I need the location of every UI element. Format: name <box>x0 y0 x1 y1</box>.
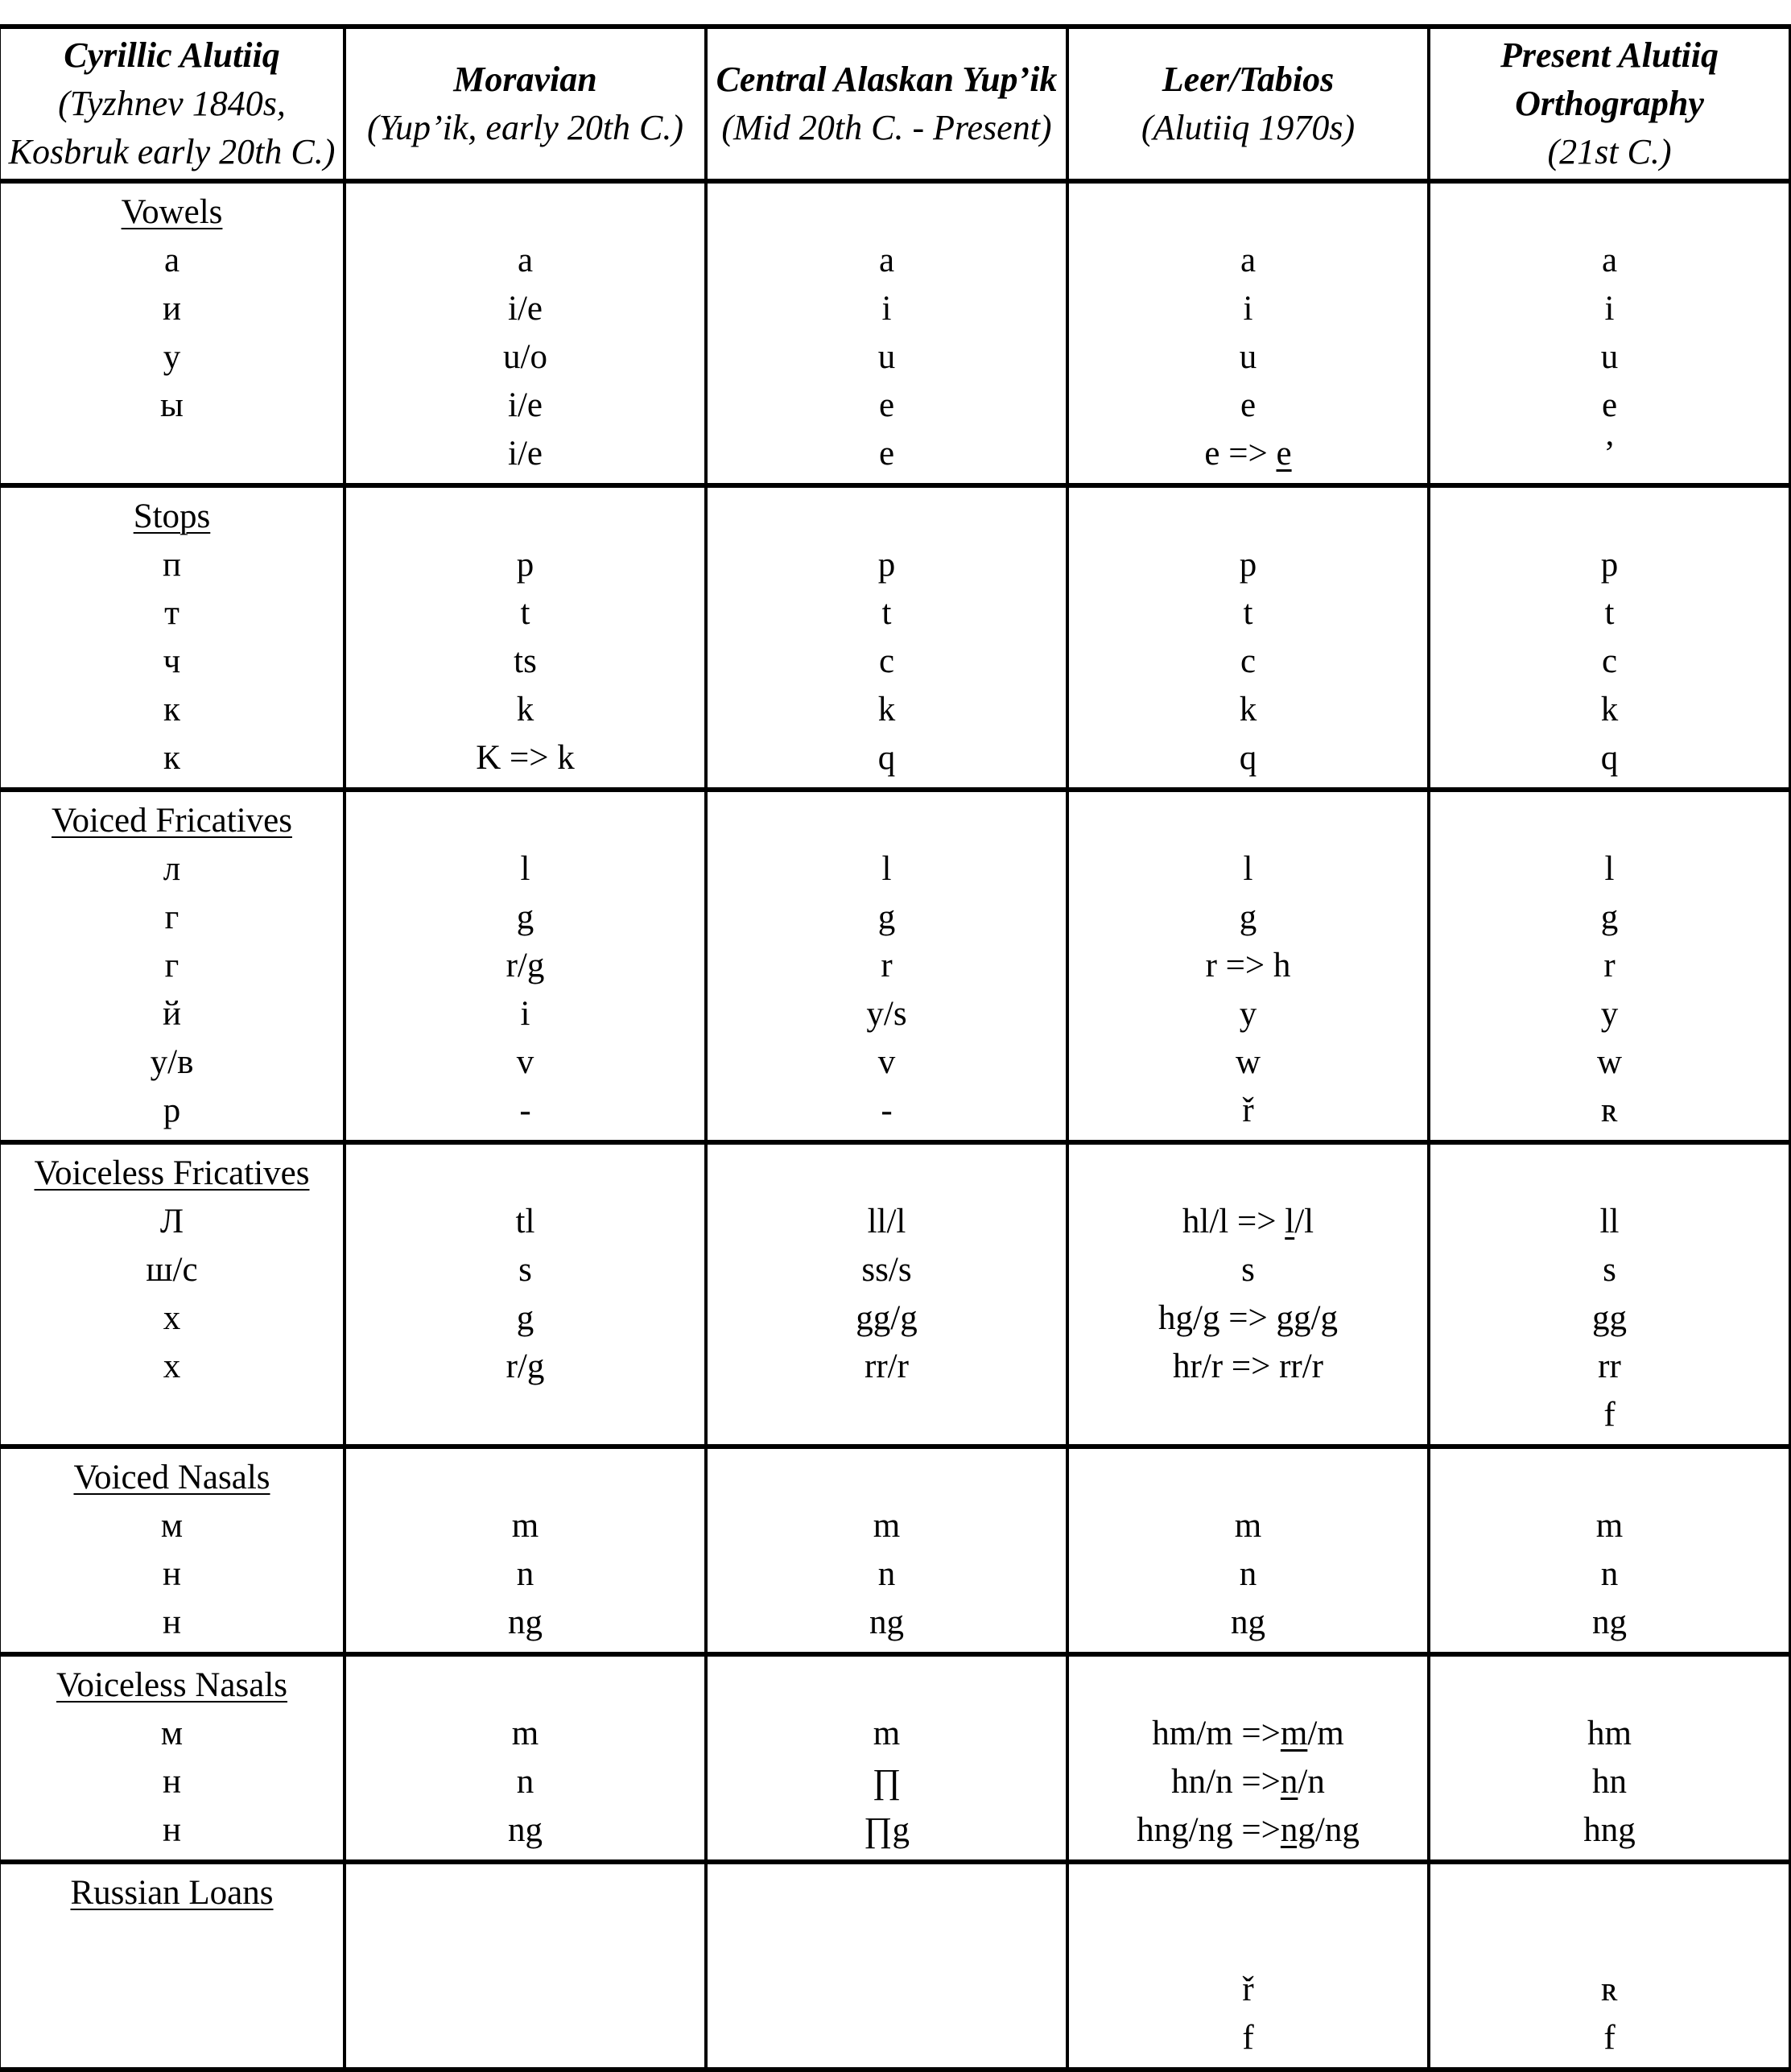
letter-entry: ’ <box>1603 435 1616 473</box>
section-cell-central-alaskan-yupik <box>706 790 1067 1142</box>
section-cell-cyrillic-alutiiq <box>0 485 345 790</box>
column-title: Cyrillic Alutiiq <box>64 35 280 75</box>
section-heading <box>1 493 343 541</box>
section-cell-present-alutiiq <box>1429 1447 1790 1654</box>
entry-text: /ng <box>1314 1811 1360 1849</box>
letter-entry: t <box>881 594 892 632</box>
letter-entry: н <box>162 1763 181 1801</box>
letter-entry: k <box>1239 691 1257 729</box>
letter-entry <box>1069 1758 1427 1806</box>
section-heading-text: Russian Loans <box>70 1874 274 1912</box>
letter-entry: rr/r <box>865 1348 909 1385</box>
letter-entry: ll/l <box>867 1203 906 1240</box>
letter-entry: a <box>517 241 534 279</box>
letter-entry: л <box>163 850 181 888</box>
blank-line <box>708 797 1066 845</box>
section-heading <box>1 1150 343 1198</box>
letter-entry: a <box>1240 241 1257 279</box>
letter-entry: ss/s <box>861 1251 912 1289</box>
letter-entry: - <box>881 1092 893 1129</box>
section-cell-moravian <box>345 1447 706 1654</box>
letter-entry: f <box>1603 1396 1616 1434</box>
section-cell-cyrillic-alutiiq <box>0 1862 345 2070</box>
section-cell-central-alaskan-yupik <box>706 485 1067 790</box>
column-header-central-alaskan-yupik <box>706 27 1067 181</box>
letter-entry: K => k <box>476 739 575 777</box>
letter-entry <box>1069 430 1427 478</box>
letter-entry: i <box>1604 290 1615 328</box>
section-cell-cyrillic-alutiiq <box>0 1447 345 1654</box>
letter-entry: i/e <box>508 435 543 473</box>
letter-entry: s <box>518 1251 532 1289</box>
blank-line <box>1430 1454 1789 1502</box>
section-heading-text: Vowels <box>121 193 223 231</box>
section-heading <box>1 1661 343 1710</box>
letter-entry: г <box>164 947 180 984</box>
column-subtitle: (Mid 20th C. - Present) <box>721 108 1052 147</box>
letter-entry: l <box>520 850 530 888</box>
letter-entry: ш/с <box>146 1251 198 1289</box>
letter-entry: t <box>1604 594 1615 632</box>
header-row <box>0 27 1790 181</box>
section-cell-leer-tabios <box>1067 485 1429 790</box>
letter-entry: й <box>162 995 181 1033</box>
section-heading-text: Voiceless Nasals <box>56 1666 288 1704</box>
letter-entry: q <box>877 739 896 777</box>
blank-line <box>708 493 1066 541</box>
column-title: Leer/Tabios <box>1162 60 1335 99</box>
letter-entry: у/в <box>150 1043 194 1081</box>
letter-entry: f <box>1242 2019 1254 2057</box>
letter-entry: к <box>163 739 180 777</box>
section-cell-cyrillic-alutiiq <box>0 181 345 485</box>
column-header-moravian <box>345 27 706 181</box>
section-cell-present-alutiiq <box>1429 485 1790 790</box>
section-row-voiceless-fricatives <box>0 1142 1790 1447</box>
letter-entry: w <box>1596 1043 1623 1081</box>
letter-entry: p <box>1600 546 1619 584</box>
section-cell-leer-tabios <box>1067 1447 1429 1654</box>
letter-entry: ng <box>508 1811 543 1849</box>
letter-entry: n <box>516 1555 534 1593</box>
letter-entry: u <box>1239 338 1257 376</box>
letter-entry: k <box>1600 691 1619 729</box>
column-subtitle: (Alutiiq 1970s) <box>1141 108 1356 147</box>
column-subtitle: (Tyzhnev 1840s, <box>58 84 286 123</box>
letter-entry: н <box>162 1604 181 1641</box>
section-cell-present-alutiiq <box>1429 1142 1790 1447</box>
letter-entry: г <box>164 898 180 936</box>
letter-entry: k <box>877 691 896 729</box>
column-header-leer-tabios <box>1067 27 1429 181</box>
blank-line <box>1430 188 1789 237</box>
letter-entry: n <box>1239 1555 1257 1593</box>
letter-entry: u/o <box>503 338 547 376</box>
letter-entry: p <box>1239 546 1257 584</box>
section-row-russian-loans <box>0 1862 1790 2070</box>
blank-line <box>1430 1150 1789 1198</box>
entry-text: hng/ng => <box>1137 1811 1281 1849</box>
section-row-voiceless-nasals <box>0 1654 1790 1862</box>
section-cell-moravian <box>345 790 706 1142</box>
letter-entry: g <box>516 898 534 936</box>
blank-line <box>346 797 704 845</box>
letter-entry: p <box>877 546 896 584</box>
letter-entry: ř <box>1242 1092 1254 1129</box>
letter-entry: Л <box>159 1203 184 1240</box>
letter-entry: y <box>1239 995 1257 1033</box>
letter-entry: y/s <box>866 995 907 1033</box>
section-heading <box>1 188 343 237</box>
column-subtitle: Kosbruk early 20th C.) <box>8 132 336 171</box>
blank-line <box>708 1661 1066 1710</box>
orthography-comparison-table <box>0 24 1791 2072</box>
letter-entry: p <box>516 546 534 584</box>
underlined-letter: e <box>1276 435 1292 473</box>
letter-entry: m <box>511 1507 539 1545</box>
section-cell-moravian <box>345 1654 706 1862</box>
letter-entry: rr <box>1598 1348 1621 1385</box>
letter-entry: ʀ <box>1601 1092 1618 1129</box>
section-cell-central-alaskan-yupik <box>706 1142 1067 1447</box>
letter-entry: п <box>162 546 181 584</box>
letter-entry: ы <box>160 386 184 424</box>
blank-line <box>1430 1661 1789 1710</box>
letter-entry: а <box>163 241 180 279</box>
letter-entry: hg/g => gg/g <box>1158 1299 1338 1337</box>
letter-entry: hng <box>1583 1811 1636 1849</box>
letter-entry: a <box>878 241 895 279</box>
letter-entry: ng <box>508 1604 543 1641</box>
section-cell-leer-tabios <box>1067 1654 1429 1862</box>
letter-entry: ng <box>1231 1604 1265 1641</box>
section-cell-moravian <box>345 181 706 485</box>
letter-entry: e <box>878 386 895 424</box>
letter-entry: g <box>1239 898 1257 936</box>
letter-entry: ll <box>1599 1203 1620 1240</box>
letter-entry: w <box>1235 1043 1261 1081</box>
letter-entry: н <box>162 1811 181 1849</box>
letter-entry: e <box>878 435 895 473</box>
blank-line <box>346 493 704 541</box>
blank-line <box>1069 1454 1427 1502</box>
column-title: Present Alutiiq Orthography <box>1500 35 1719 123</box>
letter-entry: t <box>1243 594 1253 632</box>
letter-entry: u <box>1600 338 1619 376</box>
section-row-voiced-fricatives <box>0 790 1790 1142</box>
section-heading-text: Stops <box>133 497 211 535</box>
letter-entry: ʀ <box>1601 1971 1618 2008</box>
letter-entry: e <box>1240 386 1257 424</box>
blank-line <box>346 188 704 237</box>
letter-entry: c <box>878 642 895 680</box>
section-cell-present-alutiiq <box>1429 790 1790 1142</box>
entry-text: hl/l => <box>1182 1203 1285 1240</box>
letter-entry: ng <box>1592 1604 1627 1641</box>
letter-entry: v <box>516 1043 534 1081</box>
letter-entry: ng <box>869 1604 904 1641</box>
letter-entry: н <box>162 1555 181 1593</box>
letter-entry: tl <box>515 1203 535 1240</box>
blank-line <box>1069 1150 1427 1198</box>
blank-line <box>1430 493 1789 541</box>
letter-entry <box>1069 1917 1427 1966</box>
column-title: Moravian <box>453 60 597 99</box>
letter-entry: m <box>1234 1507 1262 1545</box>
entry-text: e => <box>1204 435 1277 473</box>
letter-entry: ts <box>514 642 537 680</box>
section-cell-moravian <box>345 1862 706 2070</box>
letter-entry: ∏g <box>864 1811 910 1849</box>
letter-entry: i <box>520 995 530 1033</box>
letter-entry <box>1069 1198 1427 1246</box>
blank-line <box>1069 797 1427 845</box>
letter-entry: m <box>873 1507 901 1545</box>
entry-text: /m <box>1307 1715 1344 1752</box>
section-cell-cyrillic-alutiiq <box>0 790 345 1142</box>
letter-entry: у <box>163 338 181 376</box>
column-subtitle: (Yup’ik, early 20th C.) <box>366 108 684 147</box>
letter-entry: m <box>511 1715 539 1752</box>
letter-entry: s <box>1603 1251 1616 1289</box>
letter-entry: х <box>163 1348 181 1385</box>
letter-entry: hn <box>1592 1763 1627 1801</box>
blank-line <box>708 188 1066 237</box>
letter-entry: l <box>1604 850 1615 888</box>
blank-line <box>346 1869 704 1917</box>
section-heading <box>1 1454 343 1502</box>
section-heading-text: Voiceless Fricatives <box>34 1154 310 1192</box>
letter-entry: - <box>519 1092 531 1129</box>
section-row-voiced-nasals <box>0 1447 1790 1654</box>
underlined-letter: ng <box>1280 1811 1315 1849</box>
underlined-letter: m <box>1280 1715 1308 1752</box>
letter-entry: i/e <box>508 386 543 424</box>
letter-entry: s <box>1241 1251 1255 1289</box>
letter-entry: i/e <box>508 290 543 328</box>
letter-entry: a <box>1601 241 1618 279</box>
column-subtitle: (21st C.) <box>1547 132 1672 171</box>
letter-entry: hm <box>1587 1715 1632 1752</box>
letter-entry: i <box>1243 290 1253 328</box>
letter-entry: t <box>520 594 530 632</box>
letter-entry <box>1430 1917 1789 1966</box>
letter-entry: к <box>163 691 180 729</box>
letter-entry: m <box>1595 1507 1624 1545</box>
section-cell-central-alaskan-yupik <box>706 181 1067 485</box>
letter-entry: gg/g <box>856 1299 918 1337</box>
blank-line <box>1430 797 1789 845</box>
section-cell-moravian <box>345 485 706 790</box>
blank-line <box>1069 1869 1427 1917</box>
section-cell-leer-tabios <box>1067 1862 1429 2070</box>
underlined-letter: l <box>1285 1203 1295 1240</box>
blank-line <box>1069 493 1427 541</box>
section-row-vowels <box>0 181 1790 485</box>
letter-entry <box>1069 1710 1427 1758</box>
section-cell-cyrillic-alutiiq <box>0 1654 345 1862</box>
entry-text: /l <box>1294 1203 1314 1240</box>
section-cell-leer-tabios <box>1067 790 1429 1142</box>
letter-entry: м <box>160 1715 184 1752</box>
section-cell-present-alutiiq <box>1429 1654 1790 1862</box>
section-heading-text: Voiced Nasals <box>73 1459 270 1496</box>
letter-entry: l <box>881 850 892 888</box>
letter-entry: r <box>881 947 893 984</box>
letter-entry: g <box>516 1299 534 1337</box>
letter-entry: х <box>163 1299 181 1337</box>
entry-text: hm/m => <box>1152 1715 1281 1752</box>
section-cell-cyrillic-alutiiq <box>0 1142 345 1447</box>
blank-line <box>1430 1869 1789 1917</box>
blank-line <box>1069 188 1427 237</box>
letter-entry: r/g <box>506 1348 545 1385</box>
blank-line <box>346 1150 704 1198</box>
letter-entry: i <box>881 290 892 328</box>
letter-entry: c <box>1240 642 1257 680</box>
letter-entry: l <box>1243 850 1253 888</box>
letter-entry: q <box>1600 739 1619 777</box>
letter-entry: р <box>163 1092 181 1129</box>
column-title: Central Alaskan Yup’ik <box>716 60 1058 99</box>
column-header-present-alutiiq <box>1429 27 1790 181</box>
entry-text: hn/n => <box>1171 1763 1281 1801</box>
section-cell-leer-tabios <box>1067 1142 1429 1447</box>
letter-entry: n <box>877 1555 896 1593</box>
letter-entry: ∏ <box>872 1763 902 1801</box>
column-header-cyrillic-alutiiq <box>0 27 345 181</box>
letter-entry: r <box>1603 947 1616 984</box>
section-heading-text: Voiced Fricatives <box>52 802 292 840</box>
blank-line <box>346 1454 704 1502</box>
blank-line <box>708 1454 1066 1502</box>
blank-line <box>708 1150 1066 1198</box>
underlined-letter: n <box>1280 1763 1298 1801</box>
blank-line <box>708 1869 1066 1917</box>
letter-entry: u <box>877 338 896 376</box>
letter-entry: gg <box>1592 1299 1627 1337</box>
section-heading <box>1 1869 343 1917</box>
letter-entry: т <box>164 594 180 632</box>
letter-entry: и <box>162 290 181 328</box>
blank-line <box>346 1661 704 1710</box>
letter-entry: v <box>877 1043 896 1081</box>
letter-entry: hr/r => rr/r <box>1173 1348 1323 1385</box>
entry-text: /n <box>1298 1763 1325 1801</box>
letter-entry: g <box>877 898 896 936</box>
letter-entry: q <box>1239 739 1257 777</box>
section-cell-leer-tabios <box>1067 181 1429 485</box>
letter-entry: y <box>1600 995 1619 1033</box>
letter-entry: ř <box>1242 1971 1254 2008</box>
section-heading <box>1 797 343 845</box>
letter-entry: n <box>516 1763 534 1801</box>
letter-entry: r => h <box>1205 947 1291 984</box>
section-cell-central-alaskan-yupik <box>706 1447 1067 1654</box>
letter-entry: g <box>1600 898 1619 936</box>
section-cell-present-alutiiq <box>1429 1862 1790 2070</box>
letter-entry: м <box>160 1507 184 1545</box>
section-row-stops <box>0 485 1790 790</box>
letter-entry: k <box>516 691 534 729</box>
section-cell-moravian <box>345 1142 706 1447</box>
letter-entry: f <box>1603 2019 1616 2057</box>
letter-entry <box>1069 1806 1427 1855</box>
letter-entry: e <box>1601 386 1618 424</box>
blank-line <box>1069 1661 1427 1710</box>
table-body <box>0 181 1790 2070</box>
letter-entry: r/g <box>506 947 545 984</box>
letter-entry: n <box>1600 1555 1619 1593</box>
letter-entry: ч <box>163 642 181 680</box>
letter-entry: c <box>1601 642 1618 680</box>
section-cell-central-alaskan-yupik <box>706 1862 1067 2070</box>
letter-entry: m <box>873 1715 901 1752</box>
section-cell-present-alutiiq <box>1429 181 1790 485</box>
section-cell-central-alaskan-yupik <box>706 1654 1067 1862</box>
